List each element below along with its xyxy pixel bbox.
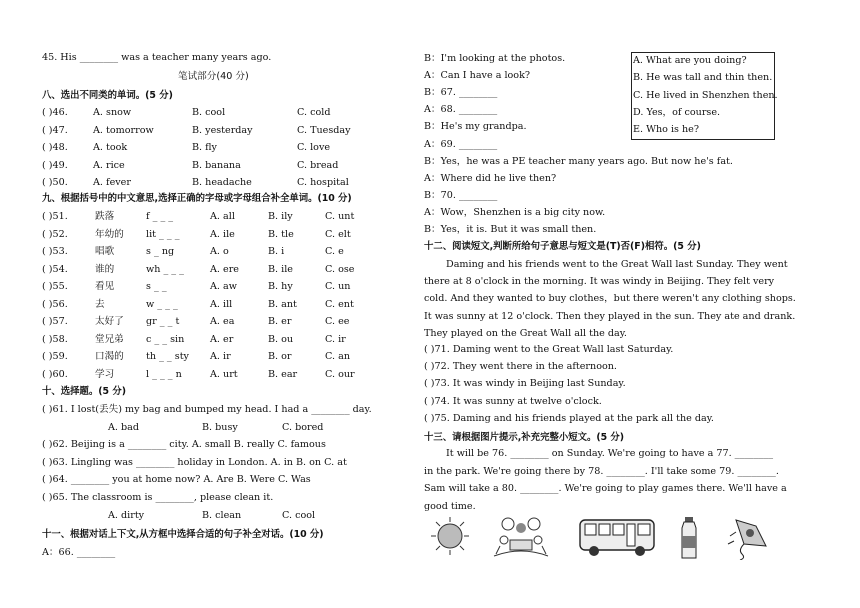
word-blank: gr _ _ t [146,316,180,327]
option-a: A. aw [210,281,237,292]
option-a: A. fever [93,177,131,188]
word-blank: wh _ _ _ [146,263,184,275]
dialog-line: B：67. ________ [424,87,498,99]
option-c: C. bread [297,159,339,171]
dialog-line: B：He's my grandpa. [424,121,527,133]
kite-icon [726,516,772,560]
option-b: B. i [268,246,285,257]
section-12-title: 十二、阅读短文,判断所给句子意思与短文是(T)否(F)相符。(5 分) [424,241,701,252]
question-number: ( )46. [42,107,68,118]
option-a: A. all [210,211,235,222]
question-65: ( )65. The classroom is ________, please clean it. [42,492,274,503]
chinese-meaning: 跌落 [95,211,115,222]
option-b: B. cool [192,107,226,118]
option-c: C. e [325,246,344,257]
option-a: A. urt [210,368,238,380]
option-b: B. or [268,351,292,362]
option-a: A. er [210,333,234,345]
dialog-line: A：68. ________ [424,104,498,116]
option-b: B. er [268,316,292,327]
picnic-icon [492,516,550,558]
dialog-line: B：70. ________ [424,189,498,201]
chinese-meaning: 堂兄弟 [95,333,124,345]
word-blank: s _ _ [146,281,167,292]
question-number: ( )60. [42,368,68,380]
tf-question: ( )75. Daming and his friends played at the park all the day. [424,412,714,424]
chinese-meaning: 去 [95,298,105,310]
question-number: ( )53. [42,246,68,257]
option-c: C. hospital [297,177,349,188]
option-b: B. ant [268,298,297,310]
option-b: B. headache [192,177,252,188]
option-c: C. an [325,351,350,362]
word-blank: w _ _ _ [146,298,178,310]
question-number: ( )57. [42,316,68,327]
option-c: C. ose [325,263,355,275]
tf-question: ( )71. Daming went to the Great Wall last Saturday. [424,344,674,355]
bus-icon [578,518,656,558]
question-number: ( )50. [42,177,68,188]
sun-icon [430,516,470,556]
question-number: ( )54. [42,263,68,275]
section-13-title: 十三、请根据图片提示,补充完整小短文。(5 分) [424,432,625,443]
option-c: C. cold [297,107,331,118]
q65-option-b: B. clean [202,510,242,521]
chinese-meaning: 看见 [95,281,115,292]
tf-question: ( )74. It was sunny at twelve o'clock. [424,395,602,407]
question-number: ( )55. [42,281,68,292]
question-number: ( )56. [42,298,68,310]
chinese-meaning: 年幼的 [95,228,124,240]
tf-question: ( )73. It was windy in Beijing last Sunday. [424,378,626,390]
word-blank: s _ ng [146,246,175,257]
dialog-line: A：Wow，Shenzhen is a big city now. [424,206,606,218]
option-a: A. took [93,142,128,153]
option-c: C. un [325,281,351,292]
question-number: ( )52. [42,228,68,240]
option-c: C. love [297,142,331,153]
cloze-line: Sam will take a 80. ________. We're going to play games there. We'll have a [424,483,787,494]
chinese-meaning: 太好了 [95,316,124,327]
option-b: B. tle [268,228,294,240]
tf-question: ( )72. They went there in the afternoon. [424,361,617,373]
option-a: A. tomorrow [93,124,154,136]
q61-option-b: B. busy [202,422,238,433]
word-blank: c _ _ sin [146,333,185,345]
chinese-meaning: 谁的 [95,263,115,275]
option-b: B. ou [268,333,294,345]
passage-line: Daming and his friends went to the Great Wall last Sunday. They went [446,259,788,270]
passage-line: It was sunny at 12 o'clock. Then they played in the sun. They ate and drank. [424,310,796,322]
water-bottle-icon [678,516,700,560]
cloze-line: in the park. We're going there by 78. ________. I'll take some 79. ________. [424,465,779,477]
option-a: A. ile [210,228,235,240]
option-b: B. yesterday [192,124,253,136]
question-64: ( )64. ________ you at home now? A. Are B. Were C. Was [42,474,311,485]
cloze-line: It will be 76. ________ on Sunday. We're going to have a 77. ________ [446,448,774,459]
option-b: B. fly [192,142,217,153]
question-63: ( )63. Lingling was ________ holiday in London. A. in B. on C. at [42,457,347,468]
answer-choice: C. He lived in Shenzhen then. [633,89,778,101]
question-number: ( )49. [42,159,68,171]
word-blank: th _ _ sty [146,351,189,362]
dialog-line: A：Can I have a look? [424,70,531,82]
option-b: B. banana [192,159,241,171]
question-number: ( )48. [42,142,68,153]
option-c: C. ent [325,298,354,310]
word-blank: l _ _ _ n [146,368,182,380]
option-b: B. ily [268,211,293,222]
section-8-title: 八、选出不同类的单词。(5 分) [42,90,173,101]
question-45: 45. His ________ was a teacher many years ago. [42,52,272,63]
passage-line: there at 8 o'clock in the morning. It was windy in Beijing. They felt very [424,276,775,288]
question-number: ( )51. [42,211,68,222]
dialog-line: B：Yes，it is. But it was small then. [424,224,597,235]
question-62: ( )62. Beijing is a ________ city. A. small B. really C. famous [42,439,326,450]
option-a: A. rice [93,159,125,171]
answer-choice: D. Yes，of course. [633,106,721,118]
question-number: ( )58. [42,333,68,345]
passage-line: cold. And they wanted to buy clothes，but there weren't any clothing shops. [424,293,796,305]
option-a: A. ir [210,351,231,362]
passage-line: They played on the Great Wall all the day. [424,327,627,339]
written-part-title: 笔试部分(40 分) [178,71,249,82]
section-11-title: 十一、根据对话上下文,从方框中选择合适的句子补全对话。(10 分) [42,529,324,540]
option-c: C. ir [325,333,346,345]
option-b: B. ear [268,368,298,380]
dialog-line: B：Yes，he was a PE teacher many years ago. But now he's fat. [424,155,733,167]
chinese-meaning: 学习 [95,368,115,380]
question-61: ( )61. I lost(丢失) my bag and bumped my head. I had a ________ day. [42,404,372,415]
q65-option-a: A. dirty [108,510,145,521]
dialog-line: A：Where did he live then? [424,172,557,184]
q65-option-c: C. cool [282,510,316,521]
question-number: ( )47. [42,124,68,136]
dialog-line: A：69. ________ [424,138,498,150]
answer-choice: E. Who is he? [633,124,700,136]
answer-choice: B. He was tall and thin then. [633,72,773,84]
option-a: A. ere [210,263,239,275]
option-c: C. unt [325,211,355,222]
option-a: A. ea [210,316,235,327]
option-c: C. ee [325,316,350,327]
chinese-meaning: 口渴的 [95,351,124,362]
dialog-line-66: A：66. ________ [42,547,116,558]
option-c: C. our [325,368,355,380]
answer-choice: A. What are you doing? [633,55,747,66]
dialog-line: B：I'm looking at the photos. [424,53,566,64]
question-number: ( )59. [42,351,68,362]
section-9-title: 九、根据括号中的中文意思,选择正确的字母或字母组合补全单词。(10 分) [42,193,352,204]
option-c: C. elt [325,228,351,240]
section-10-title: 十、选择题。(5 分) [42,386,126,397]
option-b: B. ile [268,263,293,275]
option-c: C. Tuesday [297,124,351,136]
q61-option-c: C. bored [282,422,324,433]
option-a: A. o [210,246,229,257]
option-a: A. ill [210,298,233,310]
option-a: A. snow [93,107,132,118]
word-blank: f _ _ _ [146,211,174,222]
q61-option-a: A. bad [108,422,140,433]
cloze-line: good time. [424,500,476,512]
word-blank: lit _ _ _ [146,228,180,240]
chinese-meaning: 唱歌 [95,246,115,257]
option-b: B. hy [268,281,293,292]
